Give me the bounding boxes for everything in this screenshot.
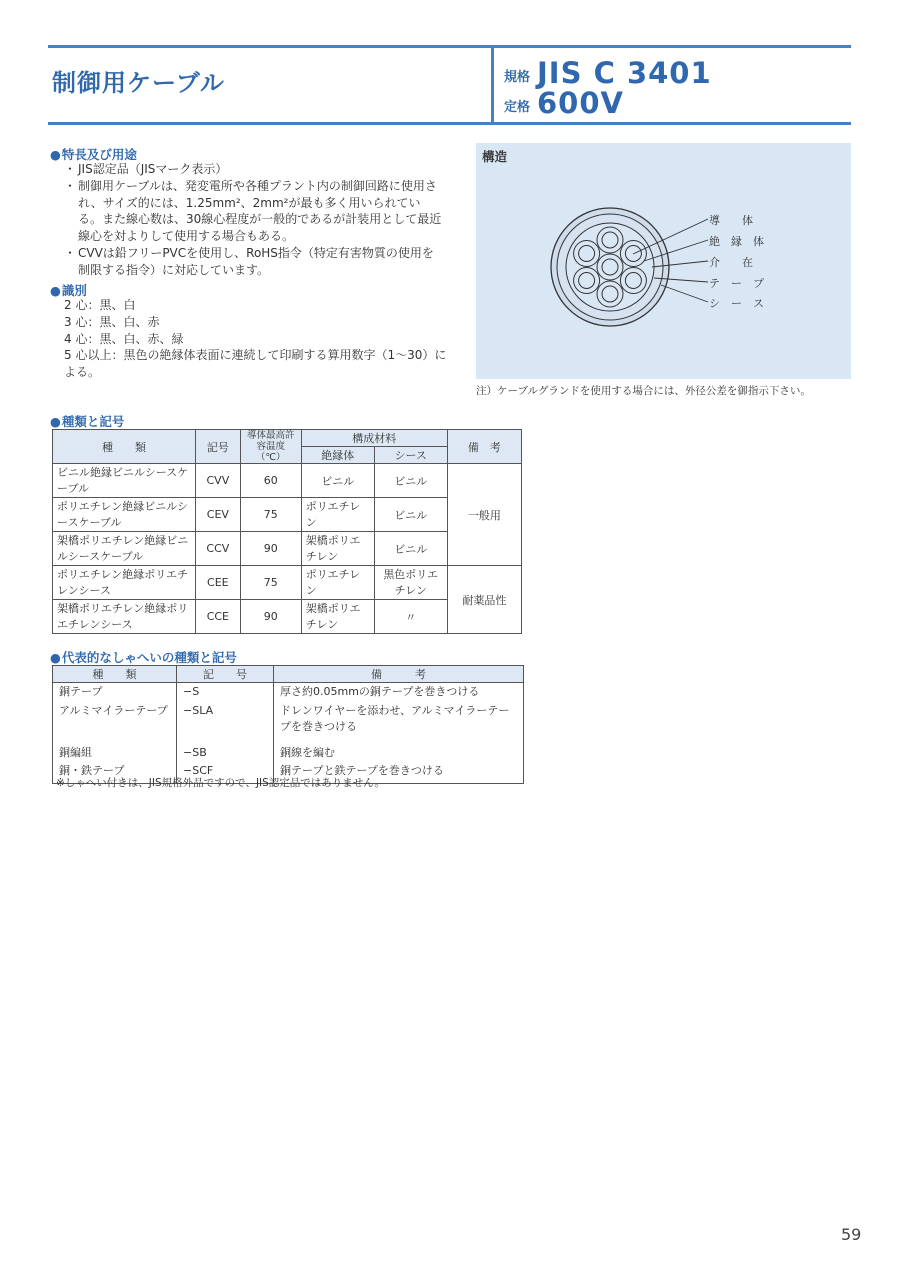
- type-sheath: ビニル: [374, 532, 447, 566]
- label-insulation: 絶 縁 体: [709, 235, 764, 248]
- type-insulation: ビニル: [301, 464, 374, 498]
- cable-cross-section-diagram: [476, 143, 851, 379]
- shield-type: アルミマイラーテープ: [53, 702, 177, 744]
- type-sheath: 〃: [374, 600, 447, 634]
- shield-symbol: −SCF: [177, 762, 274, 783]
- table-row: [53, 683, 524, 702]
- shield-type: 銅編組: [53, 744, 177, 763]
- type-name: ポリエチレン絶縁ビニルシースケーブル: [53, 498, 196, 532]
- types-heading: ● 種類と記号: [50, 412, 124, 430]
- identification-line: 2 心：黒、白: [64, 298, 136, 312]
- shield-symbol: −SB: [177, 744, 274, 763]
- type-name: ビニル絶縁ビニルシースケーブル: [53, 464, 196, 498]
- type-temp: 75: [240, 498, 301, 532]
- table-row: [53, 566, 522, 600]
- structure-title: 構造: [482, 149, 508, 164]
- col-temp: 導体最高許容温度（℃）: [240, 430, 301, 464]
- label-tape: テ ー プ: [709, 277, 764, 290]
- shield-type: 銅・鉄テープ: [53, 762, 177, 783]
- header-bottom-rule: [48, 122, 851, 125]
- header-top-rule: [48, 45, 851, 48]
- type-sheath: ビニル: [374, 498, 447, 532]
- shield-footnote: ※しゃへい付きは、JIS規格外品ですので、JIS認定品ではありません。: [56, 777, 385, 789]
- label-sheath: シ ー ス: [709, 297, 764, 310]
- col-shield-type: 種 類: [53, 666, 177, 683]
- type-sheath: ビニル: [374, 464, 447, 498]
- type-symbol: CEV: [196, 498, 241, 532]
- shield-remark: ドレンワイヤーを添わせ、アルミマイラーテープを巻きつける: [274, 702, 524, 744]
- type-temp: 90: [240, 532, 301, 566]
- type-name: 架橋ポリエチレン絶縁ポリエチレンシース: [53, 600, 196, 634]
- col-insulation: 絶縁体: [301, 447, 374, 464]
- col-symbol: 記号: [196, 430, 241, 464]
- remark-general: 一般用: [447, 464, 521, 566]
- page-number: 59: [841, 1225, 862, 1244]
- shield-remark: 銅線を編む: [274, 744, 524, 763]
- feature-item: ・ JIS認定品（JISマーク表示）: [64, 161, 444, 178]
- rating-label: 定格: [504, 100, 531, 115]
- col-shield-remarks: 備 考: [274, 666, 524, 683]
- table-row: [53, 702, 524, 744]
- structure-note: 注）ケーブルグランドを使用する場合には、外径公差を御指示下さい。: [476, 385, 811, 397]
- features-heading: ● 特長及び用途: [50, 145, 137, 163]
- type-temp: 60: [240, 464, 301, 498]
- feature-item: ・ CVVは鉛フリーPVCを使用し、RoHS指令（特定有害物質の使用を制限する指令）に対応しています。: [64, 245, 444, 279]
- type-insulation: ポリエチレン: [301, 566, 374, 600]
- shield-remark: 銅テープと鉄テープを巻きつける: [274, 762, 524, 783]
- col-sheath: シース: [374, 447, 447, 464]
- type-symbol: CCV: [196, 532, 241, 566]
- shield-remark: 厚さ約0.05mmの銅テープを巻きつける: [274, 683, 524, 702]
- identification-line: 4 心：黒、白、赤、緑: [64, 331, 184, 346]
- type-symbol: CVV: [196, 464, 241, 498]
- table-row: [53, 744, 524, 763]
- identification-line: 3 心：黒、白、赤: [64, 314, 160, 329]
- standard-label: 規格: [504, 70, 531, 85]
- standard-value: JIS C 3401: [537, 56, 712, 90]
- shield-table: [52, 665, 524, 784]
- identification-line: 5 心以上：黒色の絶縁体表面に連続して印刷する算用数字（1～30）による。: [64, 348, 447, 380]
- shield-heading: ● 代表的なしゃへいの種類と記号: [50, 648, 237, 666]
- col-remarks: 備 考: [447, 430, 521, 464]
- header-divider: [491, 48, 494, 122]
- types-table: [52, 429, 522, 634]
- col-shield-symbol: 記 号: [177, 666, 274, 683]
- rating-value: 600V: [537, 86, 624, 120]
- label-conductor: 導 体: [709, 214, 753, 227]
- type-insulation: ポリエチレン: [301, 498, 374, 532]
- type-name: ポリエチレン絶縁ポリエチレンシース: [53, 566, 196, 600]
- type-name: 架橋ポリエチレン絶縁ビニルシースケーブル: [53, 532, 196, 566]
- table-row: [53, 464, 522, 498]
- identification-heading: ● 識別: [50, 281, 87, 299]
- type-temp: 75: [240, 566, 301, 600]
- remark-chemical: 耐薬品性: [447, 566, 521, 634]
- feature-item: ・ 制御用ケーブルは、発変電所や各種プラント内の制御回路に使用され、サイズ的には、1.25mm²、2mm²が最も多く用いられている。また線心数は、30線心程度が一般的であるが計装用として最近線心を対よりして使用する場合もある。: [64, 178, 444, 245]
- shield-symbol: −S: [177, 683, 274, 702]
- type-sheath: 黒色ポリエチレン: [374, 566, 447, 600]
- type-insulation: 架橋ポリエチレン: [301, 532, 374, 566]
- col-type: 種 類: [53, 430, 196, 464]
- col-materials: 構成材料: [301, 430, 447, 447]
- shield-symbol: −SLA: [177, 702, 274, 744]
- type-temp: 90: [240, 600, 301, 634]
- shield-type: 銅テープ: [53, 683, 177, 702]
- label-filler: 介 在: [709, 256, 753, 269]
- features-list: [64, 161, 444, 279]
- identification-list: [64, 297, 449, 381]
- type-symbol: CCE: [196, 600, 241, 634]
- type-symbol: CEE: [196, 566, 241, 600]
- type-insulation: 架橋ポリエチレン: [301, 600, 374, 634]
- page-title: 制御用ケーブル: [52, 69, 225, 97]
